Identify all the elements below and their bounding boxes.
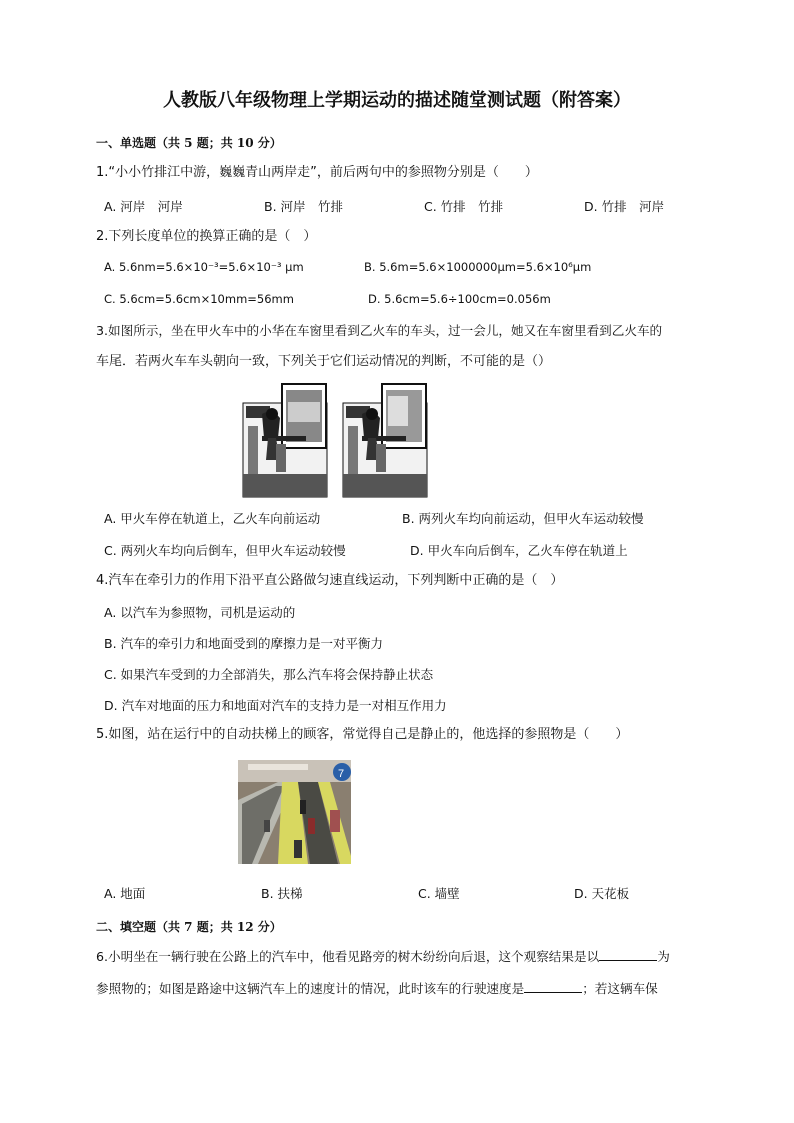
q4-option-b: B. 汽车的牵引力和地面受到的摩擦力是一对平衡力 (104, 636, 384, 651)
section-fill-in: 二、填空题（共 7 题；共 12 分） (96, 920, 282, 934)
q2-option-a: A. 5.6nm=5.6×10⁻³=5.6×10⁻³ μm (104, 260, 304, 274)
question-3-line-1: 3.如图所示，坐在甲火车中的小华在车窗里看到乙火车的车头，过一会儿，她又在车窗里看到乙火车的 (96, 323, 663, 338)
question-5: 5.如图，站在运行中的自动扶梯上的顾客，常觉得自己是静止的，他选择的参照物是（ ） (96, 727, 629, 742)
q6-answer-blank-1[interactable] (599, 948, 657, 961)
q6-text-1a: 6.小明坐在一辆行驶在公路上的汽车中，他看见路旁的树木纷纷向后退，这个观察结果是以 (96, 949, 600, 964)
q5-option-a: A. 地面 (104, 886, 146, 901)
q6-text-2a: 参照物的；如图是路途中这辆汽车上的速度计的情况，此时该车的行驶速度是 (96, 981, 525, 996)
escalator-photo (238, 760, 351, 864)
q3-option-c: C. 两列火车均向后倒车，但甲火车运动较慢 (104, 543, 346, 558)
section-single-choice: 一、单选题（共 5 题；共 10 分） (96, 136, 282, 150)
q2-option-d: D. 5.6cm=5.6÷100cm=0.056m (368, 292, 551, 306)
question-4: 4.汽车在牵引力的作用下沿平直公路做匀速直线运动，下列判断中正确的是（ ） (96, 573, 564, 588)
question-3-line-2: 车尾．若两火车车头朝向一致，下列关于它们运动情况的判断，不可能的是（） (96, 354, 552, 369)
question-6-line-2 (96, 974, 726, 1004)
q6-text-2b: ；若这辆车保 (582, 981, 658, 996)
q4-option-c: C. 如果汽车受到的力全部消失，那么汽车将会保持静止状态 (104, 667, 434, 682)
q5-option-d: D. 天花板 (574, 886, 630, 901)
train-window-figure (242, 382, 428, 498)
q3-option-b: B. 两列火车均向前运动，但甲火车运动较慢 (402, 511, 644, 526)
q3-option-a: A. 甲火车停在轨道上，乙火车向前运动 (104, 511, 321, 526)
q5-option-c: C. 墙壁 (418, 886, 460, 901)
q1-option-d: D. 竹排 河岸 (584, 199, 665, 214)
q1-option-c: C. 竹排 竹排 (424, 199, 504, 214)
train-window-panel-right (343, 384, 427, 497)
page-title: 人教版八年级物理上学期运动的描述随堂测试题（附答案） (163, 90, 631, 111)
q4-option-a: A. 以汽车为参照物，司机是运动的 (104, 605, 296, 620)
question-6-line-1 (96, 942, 726, 972)
q3-option-d: D. 甲火车向后倒车，乙火车停在轨道上 (410, 543, 628, 558)
q6-text-1b: 为 (657, 949, 670, 964)
q2-option-c: C. 5.6cm=5.6cm×10mm=56mm (104, 292, 294, 306)
q1-option-a: A. 河岸 河岸 (104, 199, 183, 214)
q5-option-b: B. 扶梯 (261, 886, 303, 901)
q6-answer-blank-2[interactable] (524, 980, 582, 993)
svg-text:7: 7 (338, 768, 345, 780)
q4-option-d: D. 汽车对地面的压力和地面对汽车的支持力是一对相互作用力 (104, 698, 447, 713)
q2-option-b: B. 5.6m=5.6×1000000μm=5.6×10⁶μm (364, 260, 592, 274)
question-2: 2.下列长度单位的换算正确的是（ ） (96, 229, 317, 244)
q1-option-b: B. 河岸 竹排 (264, 199, 344, 214)
question-1: 1.“小小竹排江中游，巍巍青山两岸走”，前后两句中的参照物分别是（ ） (96, 165, 538, 180)
train-window-panel-left (243, 384, 327, 497)
